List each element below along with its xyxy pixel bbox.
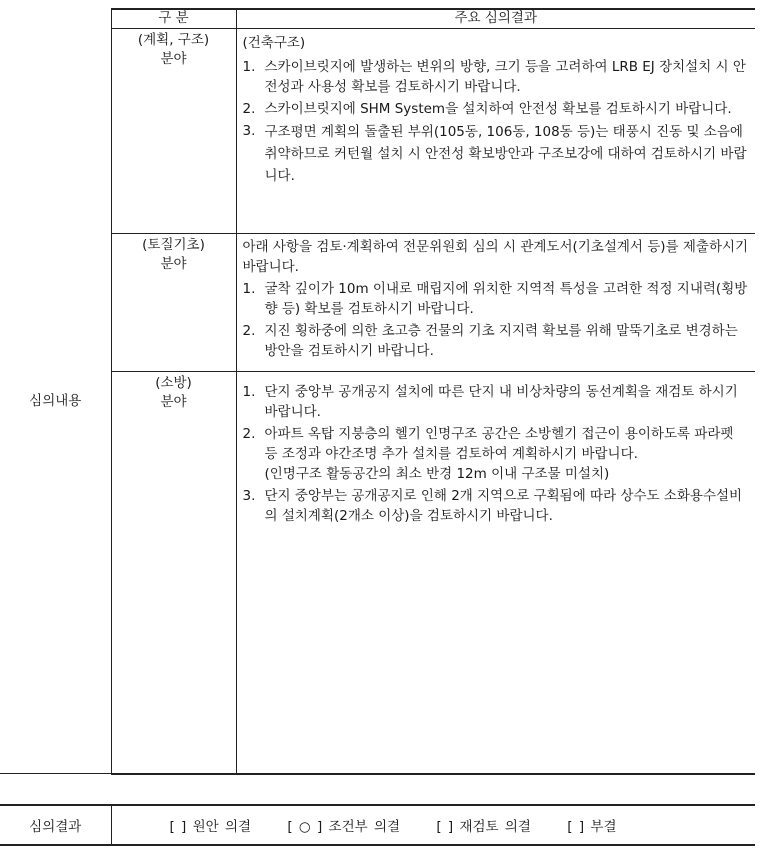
list-item: 2. 아파트 옥탑 지붕층의 헬기 인명구조 공간은 소방헬기 접근이 용이하도록 파라펫 등 조정과 야간조명 추가 설치를 검토하여 계획하시기 바랍니다. (인명구조 활동공간의 최소 반경 12m 이내 구조물 미설치) bbox=[242, 426, 734, 482]
header-blank bbox=[0, 9, 111, 29]
review-result-table bbox=[0, 804, 755, 846]
fire-item-2-note: (인명구조 활동공간의 최소 반경 12m 이내 구조물 미설치) bbox=[264, 466, 610, 482]
header-gubun: 구 분 bbox=[111, 9, 236, 29]
category-fire-line2: 분야 bbox=[160, 394, 187, 410]
section-soil-row bbox=[0, 234, 755, 372]
category-structure bbox=[111, 29, 236, 234]
section-fire-row bbox=[0, 372, 755, 774]
list-item: 1. 굴착 깊이가 10m 이내로 매립지에 위치한 지역적 특성을 고려한 적정 지내력(횡방향 등) 확보를 검토하시기 바랍니다. bbox=[242, 281, 748, 317]
list-item: 1. 스카이브릿지에 발생하는 변위의 방향, 크기 등을 고려하여 LRB EJ 장치설치 시 안전성과 사용성 확보를 검토하시기 바랍니다. bbox=[242, 59, 746, 95]
list-item: 3. 구조평면 계획의 돌출된 부위(105동, 106동, 108동 등)는 태풍시 진동 및 소음에 취약하므로 커턴월 설치 시 안전성 확보방안과 구조보강에 대하여 검토하시기 바랍니다. bbox=[242, 123, 747, 184]
option-re-review: [ ] 재검토 의결 bbox=[436, 819, 531, 835]
structure-intro: (건축구조) bbox=[242, 35, 306, 51]
category-soil-line1: (토질기초) bbox=[142, 237, 205, 253]
row-label-review-content: 심의내용 bbox=[0, 29, 111, 774]
section-structure-row bbox=[0, 29, 755, 234]
option-rejection: [ ] 부결 bbox=[567, 819, 617, 835]
category-structure-line1: (계획, 구조) bbox=[137, 32, 210, 48]
result-row bbox=[0, 805, 755, 845]
category-fire-line1: (소방) bbox=[155, 375, 192, 391]
category-soil bbox=[111, 234, 236, 372]
category-fire bbox=[111, 372, 236, 774]
content-fire bbox=[236, 372, 755, 774]
list-item: 3. 단지 중앙부는 공개공지로 인해 2개 지역으로 구획됨에 따라 상수도 소화용수설비의 설치계획(2개소 이상)을 검토하시기 바랍니다. bbox=[242, 488, 743, 524]
list-item: 1. 단지 중앙부 공개공지 설치에 따른 단지 내 비상차량의 동선계획을 재검토 하시기 바랍니다. bbox=[242, 384, 738, 420]
fire-item-2-text: 아파트 옥탑 지붕층의 헬기 인명구조 공간은 소방헬기 접근이 용이하도록 파라펫 등 조정과 야간조명 추가 설치를 검토하여 계획하시기 바랍니다. bbox=[264, 426, 734, 462]
table-header-row bbox=[0, 9, 755, 29]
option-original-approval: [ ] 원안 의결 bbox=[169, 819, 252, 835]
header-review-result: 주요 심의결과 bbox=[236, 9, 755, 29]
list-item: 2. 스카이브릿지에 SHM System을 설치하여 안전성 확보를 검토하시기 바랍니다. bbox=[242, 101, 732, 117]
category-structure-line2: 분야 bbox=[160, 51, 187, 67]
soil-intro: 아래 사항을 검토·계획하여 전문위원회 심의 시 관계도서(기초설계서 등)를 제출하시기 바랍니다. bbox=[242, 239, 749, 275]
option-conditional-approval: [ ○ ] 조건부 의결 bbox=[287, 819, 401, 835]
category-soil-line2: 분야 bbox=[160, 256, 187, 272]
content-soil bbox=[236, 234, 755, 372]
result-label: 심의결과 bbox=[0, 805, 111, 845]
content-structure bbox=[236, 29, 755, 234]
result-options bbox=[111, 805, 755, 845]
list-item: 2. 지진 횡하중에 의한 초고층 건물의 기초 지지력 확보를 위해 말뚝기초로 변경하는 방안을 검토하시기 바랍니다. bbox=[242, 323, 738, 359]
review-content-table bbox=[0, 8, 755, 775]
